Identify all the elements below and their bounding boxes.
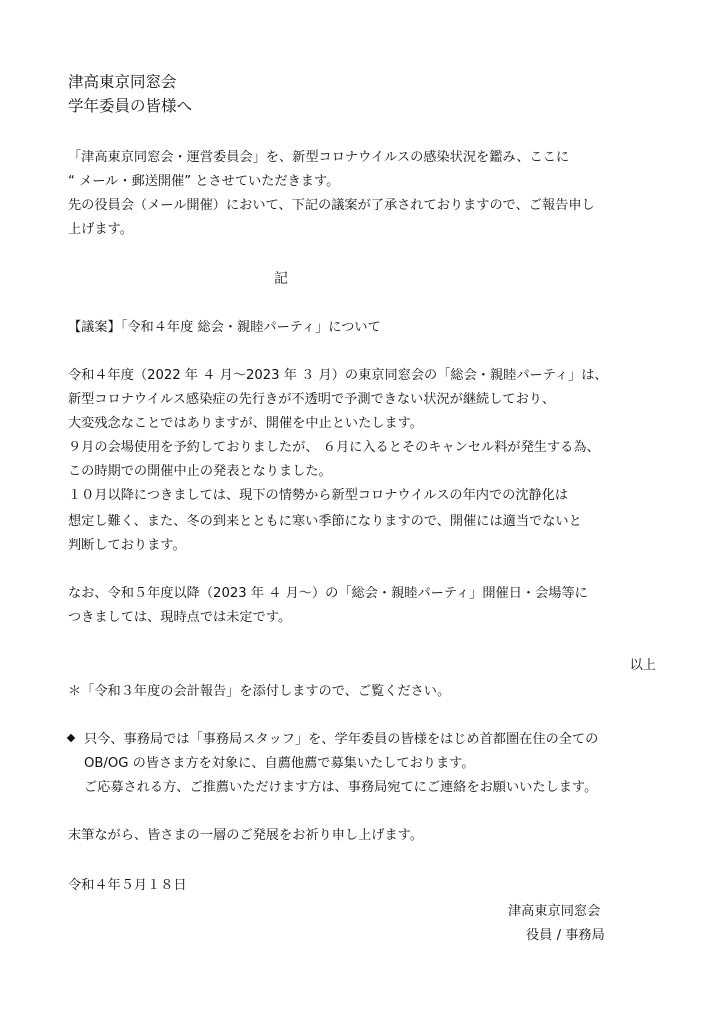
bullet-line-2: OB/OG の皆さま方を対象に、自薦他薦で募集いたしております。 bbox=[84, 756, 475, 771]
letter-date: 令和４年５月１８日 bbox=[68, 878, 187, 893]
intro-line-4: 上げます。 bbox=[68, 222, 133, 237]
attachment-note: ＊「令和３年度の会計報告」を添付しますので、ご覧ください。 bbox=[68, 684, 451, 699]
addressee-line-1: 津高東京同窓会 bbox=[68, 73, 177, 91]
intro-line-2: “ メール・郵送開催” とさせていただきます。 bbox=[68, 174, 340, 189]
signature-dept: 役員 / 事務局 bbox=[526, 928, 605, 943]
body1-line-2: 新型コロナウイルス感染症の先行きが不透明で予測できない状況が継続しており、 bbox=[68, 392, 556, 407]
ijou-closing-mark: 以上 bbox=[629, 658, 656, 673]
body1-line-7: 想定し難く、また、冬の到来とともに寒い季節になりますので、開催には適当でないと bbox=[68, 514, 582, 529]
body1-line-4: ９月の会場使用を予約しておりましたが、 ６月に入るとそのキャンセル料が発生する為、 bbox=[68, 440, 600, 455]
body1-line-3: 大変残念なことではありますが、開催を中止といたします。 bbox=[68, 416, 424, 431]
addressee-line-2: 学年委員の皆様へ bbox=[68, 97, 193, 115]
body2-line-2: つきましては、現時点では未定です。 bbox=[68, 610, 292, 625]
body1-line-5: この時期での開催中止の発表となりました。 bbox=[68, 464, 332, 479]
body1-line-8: 判断しております。 bbox=[68, 538, 186, 553]
bullet-line-3: ご応募される方、ご推薦いただけます方は、事務局宛てにご連絡をお願いいたします。 bbox=[84, 780, 598, 795]
diamond-bullet-icon bbox=[67, 734, 75, 742]
intro-line-3: 先の役員会（メール開催）において、下記の議案が了承されておりますので、ご報告申し bbox=[68, 198, 595, 213]
body1-line-1: 令和４年度（2022 年 ４ 月～2023 年 ３ 月）の東京同窓会の「総会・親睦パーティ」は、 bbox=[68, 368, 608, 383]
agenda-title: 【議案】「令和４年度 総会・親睦パーティ」について bbox=[68, 320, 381, 335]
bullet-text-1: 只今、事務局では「事務局スタッフ」を、学年委員の皆様をはじめ首都圏在住の全ての bbox=[84, 732, 599, 747]
bullet-line-1 bbox=[68, 730, 598, 750]
ki-heading: 記 bbox=[274, 271, 288, 287]
signature-org: 津高東京同窓会 bbox=[508, 904, 601, 919]
closing-sentence: 末筆ながら、皆さまの一層のご発展をお祈り申し上げます。 bbox=[68, 828, 424, 843]
body2-line-1: なお、令和５年度以降（2023 年 ４ 月～）の「総会・親睦パーティ」開催日・会場等に bbox=[68, 586, 588, 601]
body1-line-6: １０月以降につきましては、現下の情勢から新型コロナウイルスの年内での沈静化は bbox=[68, 488, 569, 503]
intro-line-1: 「津高東京同窓会・運営委員会」を、新型コロナウイルスの感染状況を鑑み、ここに bbox=[68, 150, 570, 165]
